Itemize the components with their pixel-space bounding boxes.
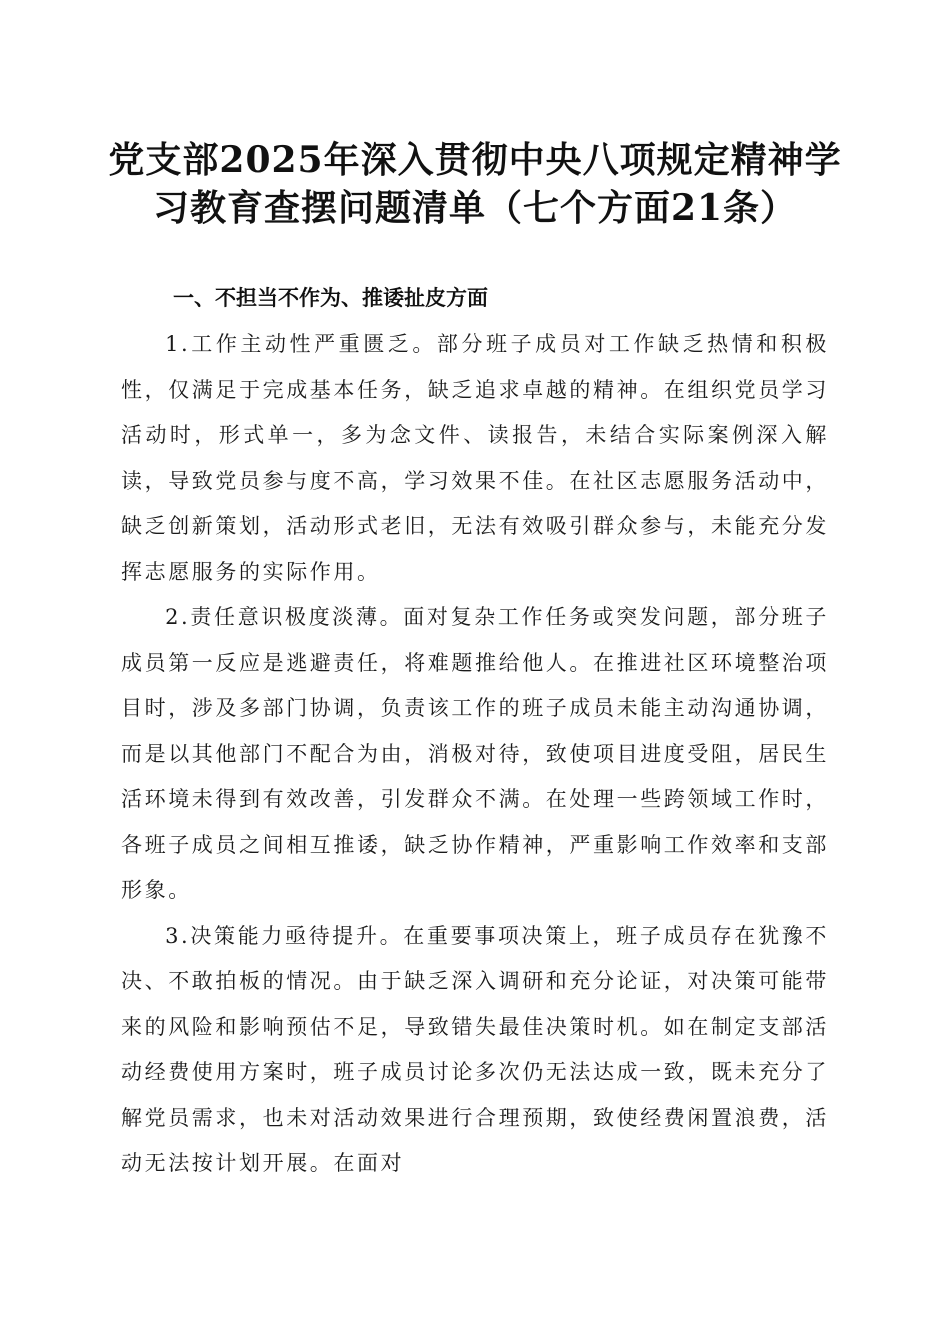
document-body: [121, 322, 829, 1187]
section-heading: 一、不担当不作为、推诿扯皮方面: [173, 286, 488, 310]
paragraph-2: 2.责任意识极度淡薄。面对复杂工作任务或突发问题，部分班子成员第一反应是逃避责任，将难题推给他人。在推进社区环境整治项目时，涉及多部门协调，负责该工作的班子成员未能主动沟通协调，而是以其他部门不配合为由，消极对待，致使项目进度受阻，居民生活环境未得到有效改善，引发群众不满。在处理一些跨领域工作时，各班子成员之间相互推诿，缺乏协作精神，严重影响工作效率和支部形象。: [121, 605, 829, 902]
paragraph-3: 3.决策能力亟待提升。在重要事项决策上，班子成员存在犹豫不决、不敢拍板的情况。由于缺乏深入调研和充分论证，对决策可能带来的风险和影响预估不足，导致错失最佳决策时机。如在制定支部活动经费使用方案时，班子成员讨论多次仍无法达成一致，既未充分了解党员需求，也未对活动效果进行合理预期，致使经费闲置浪费，活动无法按计划开展。在面对: [121, 923, 829, 1175]
paragraph-1: 1.工作主动性严重匮乏。部分班子成员对工作缺乏热情和积极性，仅满足于完成基本任务，缺乏追求卓越的精神。在组织党员学习活动时，形式单一，多为念文件、读报告，未结合实际案例深入解读，导致党员参与度不高，学习效果不佳。在社区志愿服务活动中，缺乏创新策划，活动形式老旧，无法有效吸引群众参与，未能充分发挥志愿服务的实际作用。: [121, 332, 829, 584]
document-title: 党支部2025年深入贯彻中央八项规定精神学习教育查摆问题清单（七个方面21条）: [108, 139, 842, 229]
